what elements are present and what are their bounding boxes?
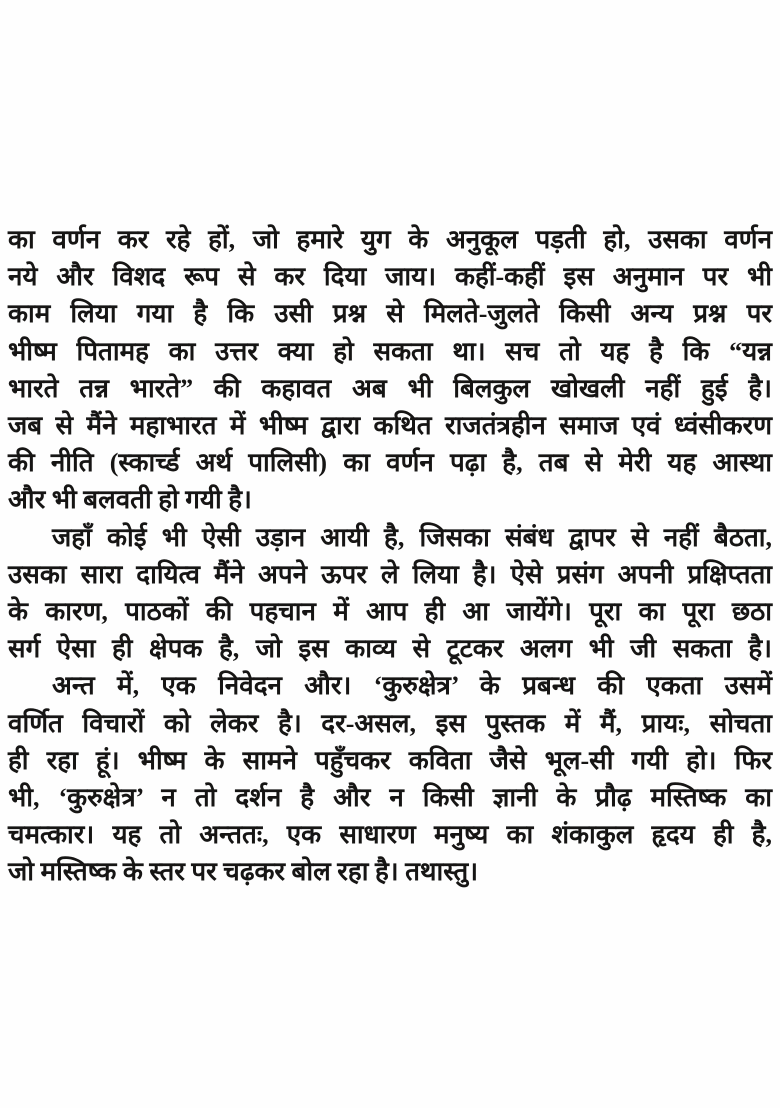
text-line: वर्णित विचारों को लेकर है। दर-असल, इस पुस्तक में मैं, प्रायः, सोचता xyxy=(8,708,772,738)
text-line: के कारण, पाठकों की पहचान में आप ही आ जायेंगे। पूरा का पूरा छठा xyxy=(8,597,772,627)
text-line: नये और विशद रूप से कर दिया जाय। कहीं-कहीं इस अनुमान पर भी xyxy=(8,262,772,292)
text-line: चमत्कार। यह तो अन्ततः, एक साधारण मनुष्य का शंकाकुल हृदय ही है, xyxy=(8,820,772,850)
text-line: का वर्णन कर रहे हों, जो हमारे युग के अनुकूल पड़ती हो, उसका वर्णन xyxy=(8,225,772,254)
text-line: काम लिया गया है कि उसी प्रश्न से मिलते-जुलते किसी अन्य प्रश्न पर xyxy=(8,299,772,329)
text-line: और भी बलवती हो गयी है। xyxy=(8,485,252,515)
text-line: जब से मैंने महाभारत में भीष्म द्वारा कथित राजतंत्रहीन समाज एवं ध्वंसीकरण xyxy=(8,411,772,441)
page-text-block xyxy=(8,221,772,891)
text-line: भीष्म पितामह का उत्तर क्या हो सकता था। सच तो यह है कि “यन्न xyxy=(8,336,772,366)
text-line: अन्त में, एक निवेदन और। ‘कुरुक्षेत्र’ के प्रबन्ध की एकता उसमें xyxy=(52,671,772,701)
paragraph-2 xyxy=(8,519,772,668)
text-line: उसका सारा दायित्व मैंने अपने ऊपर ले लिया है। ऐसे प्रसंग अपनी प्रक्षिप्तता xyxy=(8,559,772,589)
text-line: की नीति (स्कार्च्ड अर्थ पालिसी) का वर्णन पढ़ा है, तब से मेरी यह आस्था xyxy=(8,448,772,478)
text-line: जहाँ कोई भी ऐसी उड़ान आयी है, जिसका संबंध द्वापर से नहीं बैठता, xyxy=(52,522,772,552)
text-line: ही रहा हूं। भीष्म के सामने पहुँचकर कविता जैसे भूल-सी गयी हो। फिर xyxy=(8,745,772,775)
text-line: भी, ‘कुरुक्षेत्र’ न तो दर्शन है और न किसी ज्ञानी के प्रौढ़ मस्तिष्क का xyxy=(8,783,772,813)
paragraph-3 xyxy=(8,667,772,890)
text-line: जो मस्तिष्क के स्तर पर चढ़कर बोल रहा है। तथास्तु। xyxy=(8,857,479,887)
paragraph-continued xyxy=(8,221,772,519)
text-line: भारते तन्न भारते” की कहावत अब भी बिलकुल खोखली नहीं हुई है। xyxy=(8,373,772,403)
text-line: सर्ग ऐसा ही क्षेपक है, जो इस काव्य से टूटकर अलग भी जी सकता है। xyxy=(8,634,772,664)
